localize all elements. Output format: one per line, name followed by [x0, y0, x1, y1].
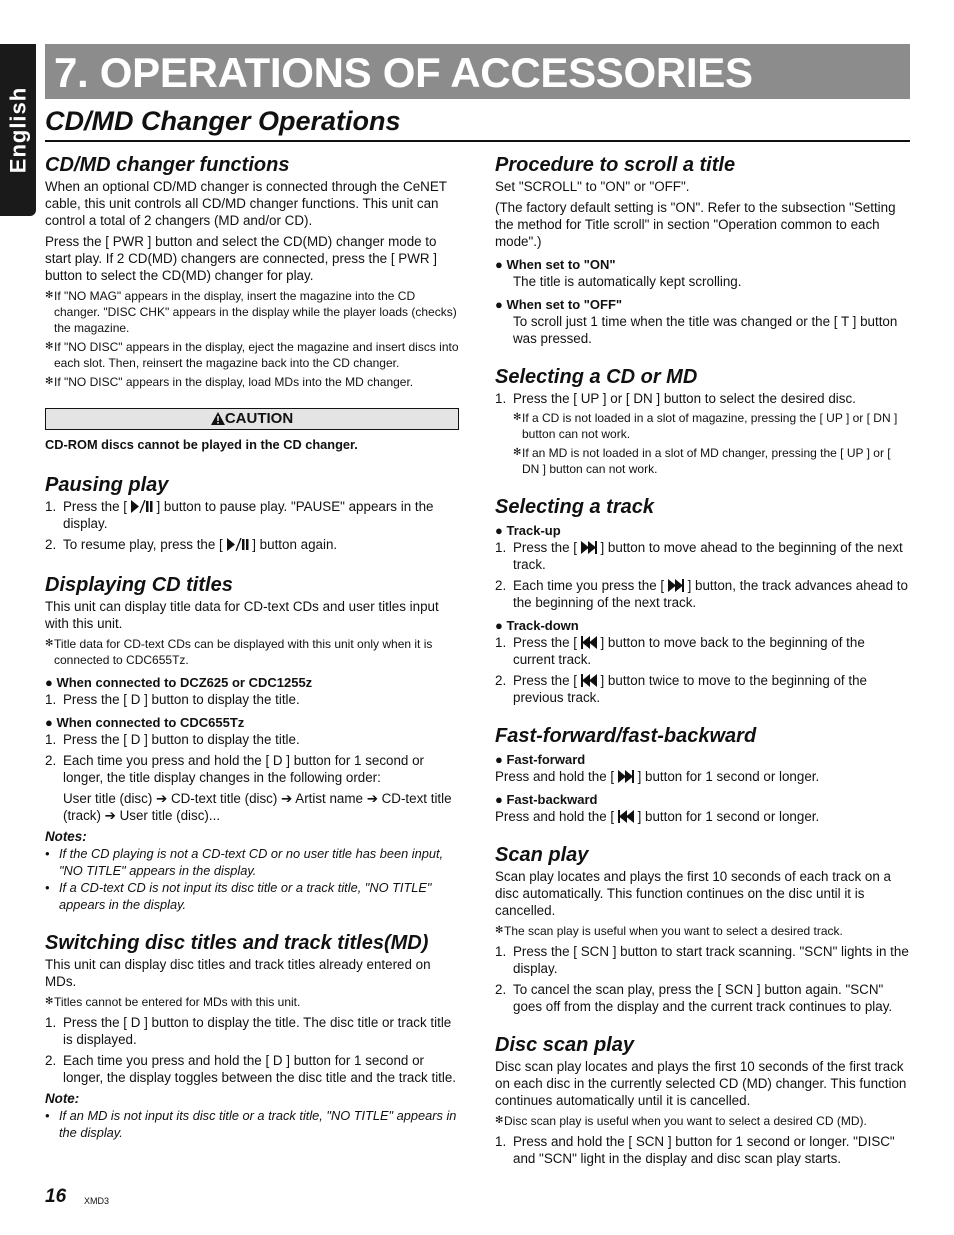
note-item: • If a CD-text CD is not input its disc title or a track title, "NO TITLE" appears in the display.	[45, 879, 459, 913]
track-up-2-end: ] button, the track advances ahead to the beginning of the next track.	[513, 578, 908, 610]
caution-label: CAUTION	[224, 410, 294, 427]
list-item: 1. Press the [ D ] button to display the title. The disc title or track title is displayed.	[45, 1014, 459, 1048]
play-pause-icon	[227, 538, 249, 551]
list-item: 2. To cancel the scan play, press the [ SCN ] button again. "SCN" goes off from the display and the current track continues to play.	[495, 981, 910, 1015]
note-item: • If the CD playing is not a CD-text CD or no user title has been input, "NO TITLE" appears in the display.	[45, 845, 459, 879]
switching-heading: Switching disc titles and track titles(MD)	[45, 932, 429, 954]
scan-paragraph: Scan play locates and plays the first 10 seconds of each track on a disc automatically. This function continues on the disc until it is cancelled.	[495, 869, 891, 918]
next-track-icon	[668, 579, 684, 592]
scan-heading: Scan play	[495, 844, 589, 866]
switching-note: ✻ Titles cannot be entered for MDs with this unit.	[45, 995, 301, 1009]
list-item: 1. Press the [ D ] button to display the title.	[45, 732, 300, 747]
fast-forward-start: Press and hold the [	[495, 769, 615, 784]
functions-paragraph-2: Press the [ PWR ] button and select the CD(MD) changer mode to start play. If 2 CD(MD) changers are connected, press the [ PWR ] button to select the CD(MD) changer for play.	[45, 234, 437, 283]
list-item: 2. Each time you press and hold the [ D ] button for 1 second or longer, the title display changes in the following order:	[45, 752, 459, 786]
language-label: English	[5, 86, 31, 174]
functions-note: ✻ If "NO DISC" appears in the display, eject the magazine and insert discs into each slot. Then, reinsert the magazine back into the CD changer.	[45, 340, 459, 370]
bullet-heading: ● When set to "ON"	[495, 257, 616, 272]
pausing-step-2-end: ] button again.	[252, 537, 338, 552]
scroll-paragraph-2: (The factory default setting is "ON". Refer to the subsection "Setting the method for Title scroll" in section "Operation common to each mode".)	[495, 200, 896, 249]
functions-heading: CD/MD changer functions	[45, 154, 290, 176]
language-tab	[0, 44, 36, 216]
disc-scan-step-1: Press and hold the [ SCN ] button for 1 second or longer. "DISC" and "SCN" light in the display and disc scan play starts.	[513, 1134, 895, 1166]
functions-note-3: If "NO DISC" appears in the display, load MDs into the MD changer.	[54, 375, 414, 389]
fast-backward-heading: Fast-backward	[506, 792, 598, 807]
model-code: XMD3	[84, 1196, 110, 1206]
track-up-1-end: ] button to move ahead to the beginning of the next track.	[513, 540, 903, 572]
previous-track-icon	[618, 810, 634, 823]
scroll-off-heading: When set to "OFF"	[506, 297, 623, 312]
titles-heading: Displaying CD titles	[45, 574, 233, 596]
functions-note-1: If "NO MAG" appears in the display, insert the magazine into the CD changer. "DISC CHK" appears in the display while the player loads (checks) the magazine.	[54, 289, 457, 335]
list-item: 1. Press the [ D ] button to display the title.	[45, 692, 300, 707]
list-item: 2. Press the [ ] button twice to move to the beginning of the previous track.	[495, 673, 867, 705]
right-column	[495, 153, 910, 1167]
caution-box	[45, 408, 459, 430]
next-track-icon	[618, 770, 634, 783]
select-disc-note-1: If a CD is not loaded in a slot of magazine, pressing the [ UP ] or [ DN ] button can not work.	[522, 411, 898, 441]
scan-step-1: Press the [ SCN ] button to start track scanning. "SCN" lights in the display.	[513, 944, 909, 976]
bullet-heading: ● When connected to CDC655Tz	[45, 715, 245, 730]
functions-note-2: If "NO DISC" appears in the display, eject the magazine and insert discs into each slot. Then, reinsert the magazine back into the CD changer.	[54, 340, 459, 370]
fast-forward-heading: Fast-forward	[506, 752, 586, 767]
left-column	[45, 153, 459, 1141]
list-item: 2. Each time you press the [ ] button, the track advances ahead to the beginning of the next track.	[495, 578, 908, 610]
list-item: 1. Press the [ ] button to move back to the beginning of the current track.	[495, 635, 865, 667]
track-heading: Selecting a track	[495, 496, 654, 518]
ff-heading: Fast-forward/fast-backward	[495, 725, 757, 747]
warning-icon	[211, 412, 225, 425]
functions-note: ✻ If "NO DISC" appears in the display, load MDs into the MD changer.	[45, 375, 414, 389]
switching-note-1: Titles cannot be entered for MDs with this unit.	[54, 995, 301, 1009]
switching-step-2: Each time you press and hold the [ D ] button for 1 second or longer, the display toggles between the disc title and the track title.	[63, 1053, 457, 1085]
bullet-heading: ● Track-up	[495, 523, 561, 538]
previous-track-icon	[581, 674, 597, 687]
titles-bullet-1-step: Press the [ D ] button to display the title.	[63, 692, 300, 707]
functions-paragraph-1: When an optional CD/MD changer is connected through the CeNET cable, this unit controls all CD/MD changer functions. This unit can control a total of 2 changers (MD and/or CD).	[45, 179, 447, 228]
scroll-paragraph-1: Set "SCROLL" to "ON" or "OFF".	[495, 179, 690, 194]
previous-track-icon	[581, 636, 597, 649]
switching-paragraph: This unit can display disc titles and track titles already entered on MDs.	[45, 957, 431, 989]
titles-bullet-1: When connected to DCZ625 or CDC1255z	[56, 675, 313, 690]
chapter-title: 7. OPERATIONS OF ACCESSORIES	[54, 49, 753, 96]
track-down-heading: Track-down	[506, 618, 579, 633]
fast-backward-text	[495, 808, 910, 825]
bullet-heading: ● Track-down	[495, 618, 579, 633]
titles-bullet-2-step-1: Press the [ D ] button to display the title.	[63, 732, 300, 747]
scan-note: ✻ The scan play is useful when you want to select a desired track.	[495, 924, 843, 938]
scroll-heading: Procedure to scroll a title	[495, 154, 736, 176]
titles-note-b: If a CD-text CD is not input its disc title or a track title, "NO TITLE" appears in the display.	[59, 880, 432, 912]
scroll-on-text: The title is automatically kept scrolling.	[513, 274, 742, 289]
list-item: 2. Each time you press and hold the [ D ] button for 1 second or longer, the display toggles between the disc title and the track title.	[45, 1052, 459, 1086]
bullet-heading: ● Fast-backward	[495, 792, 598, 807]
track-up-heading: Track-up	[506, 523, 561, 538]
select-disc-heading: Selecting a CD or MD	[495, 366, 698, 388]
fast-forward-end: ] button for 1 second or longer.	[637, 769, 820, 784]
functions-note: ✻ If "NO MAG" appears in the display, insert the magazine into the CD changer. "DISC CHK" appears in the display while the player loads (checks) the magazine.	[45, 288, 459, 336]
list-item: 1. Press the [ ] button to move ahead to the beginning of the next track.	[495, 540, 903, 572]
title-order: User title (disc) ➔ CD-text title (disc) ➔ Artist name ➔ CD-text title (track) ➔ User title (disc)...	[63, 791, 452, 823]
bullet-heading: ● When set to "OFF"	[495, 297, 623, 312]
titles-note-1: Title data for CD-text CDs can be displayed with this unit only when it is connected to CDC655Tz.	[54, 637, 433, 667]
fast-forward-text	[495, 768, 910, 785]
list-item: 1. Press the [ ] button to pause play. "PAUSE" appears in the display.	[45, 499, 434, 531]
track-up-2-start: Each time you press the [	[513, 578, 665, 593]
select-disc-note: ✻ If a CD is not loaded in a slot of magazine, pressing the [ UP ] or [ DN ] button can not work.	[495, 410, 910, 442]
titles-bullet-2: When connected to CDC655Tz	[56, 715, 245, 730]
track-up-1-start: Press the [	[513, 540, 578, 555]
select-disc-note-2: If an MD is not loaded in a slot of MD changer, pressing the [ UP ] or [ DN ] button can not work.	[522, 446, 891, 476]
titles-note: ✻ Title data for CD-text CDs can be displayed with this unit only when it is connected to CDC655Tz.	[45, 636, 459, 668]
bullet-heading: ● Fast-forward	[495, 752, 586, 767]
disc-scan-heading: Disc scan play	[495, 1034, 634, 1056]
titles-bullet-2-step-2: Each time you press and hold the [ D ] button for 1 second or longer, the title display changes in the following order:	[63, 753, 425, 785]
scan-note-1: The scan play is useful when you want to select a desired track.	[504, 924, 843, 938]
play-pause-icon	[131, 500, 153, 513]
page-number: 16	[45, 1186, 67, 1207]
pausing-heading: Pausing play	[45, 474, 169, 496]
titles-note-a: If the CD playing is not a CD-text CD or no user title has been input, "NO TITLE" appears in the display.	[59, 846, 444, 878]
disc-scan-note: ✻ Disc scan play is useful when you want to select a desired CD (MD).	[495, 1114, 867, 1128]
select-disc-step-1: Press the [ UP ] or [ DN ] button to select the desired disc.	[513, 391, 856, 406]
switching-note-a: If an MD is not input its disc title or a track title, "NO TITLE" appears in the display.	[59, 1108, 457, 1140]
section-title: CD/MD Changer Operations	[45, 106, 401, 136]
bullet-heading: ● When connected to DCZ625 or CDC1255z	[45, 675, 313, 690]
list-item: 2. To resume play, press the [ ] button again.	[45, 537, 338, 552]
note-heading: Note:	[45, 1091, 80, 1106]
section-header	[45, 104, 910, 142]
fast-backward-start: Press and hold the [	[495, 809, 615, 824]
pausing-step-2-start: To resume play, press the [	[63, 537, 223, 552]
select-disc-note: ✻ If an MD is not loaded in a slot of MD changer, pressing the [ UP ] or [ DN ] button can not work.	[495, 445, 910, 477]
list-item: 1. Press and hold the [ SCN ] button for 1 second or longer. "DISC" and "SCN" light in the display and disc scan play starts.	[495, 1133, 910, 1167]
track-down-2-end: ] button twice to move to the beginning of the previous track.	[513, 673, 867, 705]
scroll-on-heading: When set to "ON"	[506, 257, 616, 272]
scroll-off-text: To scroll just 1 time when the title was changed or the [ T ] button was pressed.	[513, 314, 898, 346]
notes-heading: Notes:	[45, 829, 87, 844]
note-item: • If an MD is not input its disc title or a track title, "NO TITLE" appears in the display.	[45, 1107, 459, 1141]
pausing-step-1-end: ] button to pause play. "PAUSE" appears in the display.	[63, 499, 434, 531]
disc-scan-paragraph: Disc scan play locates and plays the first 10 seconds of the first track on each disc in the currently selected CD (MD) changer. This function continues automatically until it is cancelled.	[495, 1059, 907, 1108]
switching-step-1: Press the [ D ] button to display the title. The disc title or track title is displayed.	[63, 1015, 452, 1047]
track-down-2-start: Press the [	[513, 673, 578, 688]
list-item: 1. Press the [ SCN ] button to start track scanning. "SCN" lights in the display.	[495, 944, 909, 976]
fast-backward-end: ] button for 1 second or longer.	[637, 809, 820, 824]
track-down-1-end: ] button to move back to the beginning of the current track.	[513, 635, 865, 667]
track-down-1-start: Press the [	[513, 635, 578, 650]
list-item: 1. Press the [ UP ] or [ DN ] button to select the desired disc.	[495, 391, 856, 406]
next-track-icon	[581, 541, 597, 554]
pausing-step-1-start: Press the [	[63, 499, 128, 514]
chapter-banner	[45, 44, 910, 99]
caution-text: CD-ROM discs cannot be played in the CD changer.	[45, 437, 358, 452]
scan-step-2: To cancel the scan play, press the [ SCN ] button again. "SCN" goes off from the display and the current track continues to play.	[513, 982, 893, 1014]
disc-scan-note-1: Disc scan play is useful when you want to select a desired CD (MD).	[504, 1114, 867, 1128]
titles-paragraph: This unit can display title data for CD-text CDs and user titles input with this unit.	[45, 599, 439, 631]
